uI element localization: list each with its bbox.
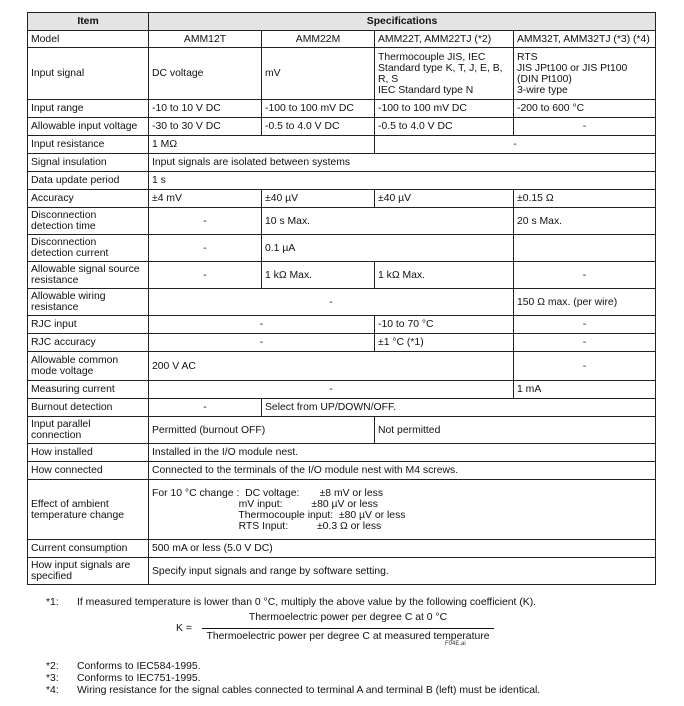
cell-data-update-period-label: Data update period	[28, 172, 149, 190]
cell-disconnection-detection-current-c4	[514, 235, 656, 262]
note-2-mark: *2:	[46, 661, 59, 672]
cell-how-connected-label: How connected	[28, 462, 149, 480]
cell-allowable-signal-source-resistance-c1: -	[149, 262, 262, 289]
cell-how-installed-label: How installed	[28, 444, 149, 462]
cell-allowable-input-voltage-label: Allowable input voltage	[28, 118, 149, 136]
cell-input-resistance-c34: -	[375, 136, 656, 154]
cell-signal-insulation-all: Input signals are isolated between systems	[149, 154, 656, 172]
cell-disconnection-detection-current-label: Disconnection detection current	[28, 235, 149, 262]
cell-allowable-input-voltage-c3: -0.5 to 4.0 V DC	[375, 118, 514, 136]
cell-allowable-input-voltage-c2: -0.5 to 4.0 V DC	[262, 118, 375, 136]
cell-input-signal-label: Input signal	[28, 48, 149, 100]
header-item: Item	[28, 13, 149, 31]
cell-rjc-input-c12: -	[149, 316, 375, 334]
cell-allowable-input-voltage-c1: -30 to 30 V DC	[149, 118, 262, 136]
note-1-mark: *1:	[46, 597, 59, 608]
cell-model-c1: AMM12T	[149, 31, 262, 48]
cell-input-parallel-connection-label: Input parallel connection	[28, 417, 149, 444]
table-row-model	[28, 31, 656, 48]
fraction-bar	[202, 628, 494, 629]
cell-allowable-wiring-resistance-c4: 150 Ω max. (per wire)	[514, 289, 656, 316]
cell-input-range-c3: -100 to 100 mV DC	[375, 100, 514, 118]
table-row-disconnection-detection-time	[28, 208, 656, 235]
note-3-text: Conforms to IEC751-1995.	[77, 673, 201, 684]
table-header-row	[28, 13, 656, 31]
cell-allowable-wiring-resistance-label: Allowable wiring resistance	[28, 289, 149, 316]
cell-disconnection-detection-time-label: Disconnection detection time	[28, 208, 149, 235]
cell-input-range-c4: -200 to 600 °C	[514, 100, 656, 118]
cell-accuracy-c1: ±4 mV	[149, 190, 262, 208]
cell-input-signal-c4: RTS JIS JPt100 or JIS Pt100 (DIN Pt100) 3-wire type	[514, 48, 656, 100]
cell-input-range-label: Input range	[28, 100, 149, 118]
cell-input-range-c2: -100 to 100 mV DC	[262, 100, 375, 118]
table-row-disconnection-detection-current	[28, 235, 656, 262]
cell-input-signal-c1: DC voltage	[149, 48, 262, 100]
table-row-accuracy	[28, 190, 656, 208]
cell-input-resistance-label: Input resistance	[28, 136, 149, 154]
cell-measuring-current-c123: -	[149, 381, 514, 399]
cell-input-range-c1: -10 to 10 V DC	[149, 100, 262, 118]
cell-model-label: Model	[28, 31, 149, 48]
cell-allowable-wiring-resistance-c123: -	[149, 289, 514, 316]
table-row-allowable-signal-source-resistance	[28, 262, 656, 289]
figure-tag: F04E.ai	[445, 641, 466, 647]
cell-burnout-detection-label: Burnout detection	[28, 399, 149, 417]
table-row-effect-of-ambient-temperature-change	[28, 480, 656, 540]
cell-rjc-accuracy-c3: ±1 °C (*1)	[375, 334, 514, 352]
cell-allowable-signal-source-resistance-c3: 1 kΩ Max.	[375, 262, 514, 289]
cell-disconnection-detection-time-c4: 20 s Max.	[514, 208, 656, 235]
cell-allowable-common-mode-voltage-label: Allowable common mode voltage	[28, 352, 149, 381]
cell-model-c3: AMM22T, AMM22TJ (*2)	[375, 31, 514, 48]
table-row-current-consumption	[28, 540, 656, 558]
cell-input-parallel-connection-c34: Not permitted	[375, 417, 656, 444]
cell-rjc-input-label: RJC input	[28, 316, 149, 334]
cell-burnout-detection-c234: Select from UP/DOWN/OFF.	[262, 399, 656, 417]
cell-accuracy-c2: ±40 µV	[262, 190, 375, 208]
table-row-measuring-current	[28, 381, 656, 399]
note-4-mark: *4:	[46, 685, 59, 696]
cell-disconnection-detection-time-c1: -	[149, 208, 262, 235]
cell-how-input-signals-are-specified-label: How input signals are specified	[28, 558, 149, 585]
table-row-signal-insulation	[28, 154, 656, 172]
cell-allowable-input-voltage-c4: -	[514, 118, 656, 136]
cell-accuracy-label: Accuracy	[28, 190, 149, 208]
note-3-mark: *3:	[46, 673, 59, 684]
table-row-rjc-accuracy	[28, 334, 656, 352]
formula-denominator: Thermoelectric power per degree C at measured temperature	[206, 631, 490, 642]
cell-rjc-accuracy-label: RJC accuracy	[28, 334, 149, 352]
table-row-allowable-input-voltage	[28, 118, 656, 136]
cell-current-consumption-all: 500 mA or less (5.0 V DC)	[149, 540, 656, 558]
table-row-burnout-detection	[28, 399, 656, 417]
formula-numerator: Thermoelectric power per degree C at 0 °C	[248, 612, 448, 623]
specifications-table	[27, 12, 656, 585]
formula-k-label: K =	[176, 623, 192, 634]
cell-rjc-input-c3: -10 to 70 °C	[375, 316, 514, 334]
cell-rjc-input-c4: -	[514, 316, 656, 334]
table-row-allowable-common-mode-voltage	[28, 352, 656, 381]
cell-effect-of-ambient-temperature-change-all: For 10 °C change : DC voltage: ±8 mV or less mV input: ±80 µV or less Thermocouple input: ±80 µV or less RTS Input: ±0.3 Ω or less	[149, 480, 656, 540]
table-row-input-range	[28, 100, 656, 118]
table-row-allowable-wiring-resistance	[28, 289, 656, 316]
cell-input-signal-c2: mV	[262, 48, 375, 100]
cell-disconnection-detection-time-c23: 10 s Max.	[262, 208, 514, 235]
header-specifications: Specifications	[149, 13, 656, 31]
note-2-text: Conforms to IEC584-1995.	[77, 661, 201, 672]
cell-burnout-detection-c1: -	[149, 399, 262, 417]
cell-accuracy-c4: ±0.15 Ω	[514, 190, 656, 208]
cell-accuracy-c3: ±40 µV	[375, 190, 514, 208]
cell-how-installed-all: Installed in the I/O module nest.	[149, 444, 656, 462]
note-4-text: Wiring resistance for the signal cables connected to terminal A and terminal B (left) must be identical.	[77, 685, 541, 696]
cell-data-update-period-all: 1 s	[149, 172, 656, 190]
cell-allowable-common-mode-voltage-c123: 200 V AC	[149, 352, 514, 381]
cell-input-signal-c3: Thermocouple JIS, IEC Standard type K, T, J, E, B, R, S IEC Standard type N	[375, 48, 514, 100]
cell-rjc-accuracy-c4: -	[514, 334, 656, 352]
table-row-input-parallel-connection	[28, 417, 656, 444]
table-row-rjc-input	[28, 316, 656, 334]
cell-how-connected-all: Connected to the terminals of the I/O module nest with M4 screws.	[149, 462, 656, 480]
cell-disconnection-detection-current-c1: -	[149, 235, 262, 262]
cell-model-c2: AMM22M	[262, 31, 375, 48]
cell-allowable-signal-source-resistance-c2: 1 kΩ Max.	[262, 262, 375, 289]
cell-allowable-common-mode-voltage-c4: -	[514, 352, 656, 381]
cell-input-resistance-c12: 1 MΩ	[149, 136, 375, 154]
cell-disconnection-detection-current-c23: 0.1 µA	[262, 235, 514, 262]
note-1-text: If measured temperature is lower than 0 °C, multiply the above value by the following coefficient (K).	[77, 597, 537, 608]
cell-measuring-current-c4: 1 mA	[514, 381, 656, 399]
table-row-how-connected	[28, 462, 656, 480]
cell-measuring-current-label: Measuring current	[28, 381, 149, 399]
cell-effect-of-ambient-temperature-change-label: Effect of ambient temperature change	[28, 480, 149, 540]
cell-model-c4: AMM32T, AMM32TJ (*3) (*4)	[514, 31, 656, 48]
cell-allowable-signal-source-resistance-c4: -	[514, 262, 656, 289]
cell-input-parallel-connection-c12: Permitted (burnout OFF)	[149, 417, 375, 444]
table-row-how-input-signals-are-specified	[28, 558, 656, 585]
cell-signal-insulation-label: Signal insulation	[28, 154, 149, 172]
table-row-input-resistance	[28, 136, 656, 154]
table-row-input-signal	[28, 48, 656, 100]
table-row-how-installed	[28, 444, 656, 462]
cell-how-input-signals-are-specified-all: Specify input signals and range by software setting.	[149, 558, 656, 585]
cell-allowable-signal-source-resistance-label: Allowable signal source resistance	[28, 262, 149, 289]
cell-current-consumption-label: Current consumption	[28, 540, 149, 558]
cell-rjc-accuracy-c12: -	[149, 334, 375, 352]
table-row-data-update-period	[28, 172, 656, 190]
